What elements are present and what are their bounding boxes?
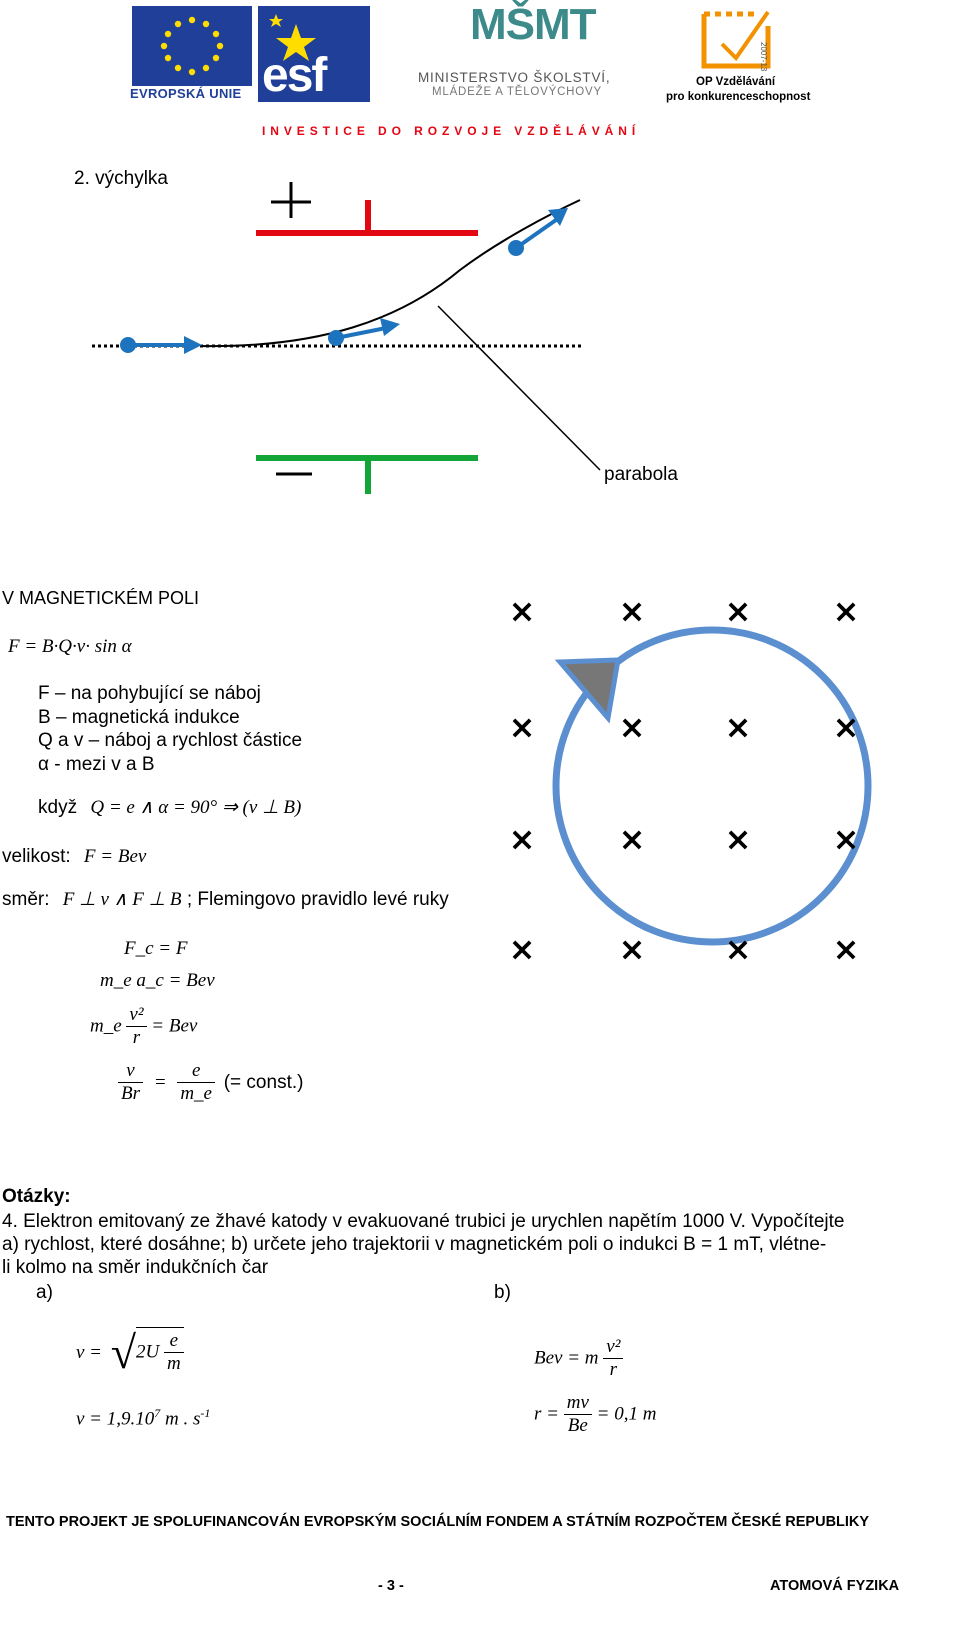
a-f1-rad: 2U xyxy=(136,1341,160,1363)
eq4-left-den: Br xyxy=(121,1083,140,1104)
b-f2-den: Be xyxy=(567,1415,588,1436)
eq4-right-fraction xyxy=(177,1060,215,1105)
electron-2 xyxy=(328,318,400,346)
lorentz-formula-text: F = B·Q·v· sin α xyxy=(8,636,132,657)
positive-plate xyxy=(256,200,478,236)
question-4-line: 4. Elektron emitovaný ze žhavé katody v evakuované trubici je urychlen napětím 1000 V. Vypočítejte xyxy=(2,1211,845,1232)
op-years: 2007-13 xyxy=(759,42,768,72)
a-f2-unit-exp: -1 xyxy=(200,1406,211,1420)
eq3-denominator: r xyxy=(132,1027,141,1048)
trajectory-arrowhead xyxy=(560,660,618,718)
b-f2-num: mv xyxy=(564,1392,592,1415)
op-line2: pro konkurenceschopnost xyxy=(666,91,811,103)
deflection-diagram xyxy=(80,170,700,510)
a-f1-lhs: v = xyxy=(76,1342,103,1363)
smer-label: směr: xyxy=(2,889,50,910)
definition-item: B – magnetická indukce xyxy=(38,706,240,728)
esf-logo xyxy=(258,6,370,102)
question-4-line: a) rychlost, které dosáhne; b) určete jeho trajektorii v magnetickém poli o indukci B = 1 mT, vlétne- xyxy=(2,1234,827,1255)
field-cross-icon: × xyxy=(724,820,752,858)
definition-item: F – na pohybující se náboj xyxy=(38,683,261,704)
velikost-line xyxy=(2,846,146,868)
answer-a-formula-2 xyxy=(76,1406,210,1430)
eq4-left-fraction xyxy=(118,1060,143,1105)
b-f1-num: v² xyxy=(603,1336,623,1359)
eq3-rhs: = Bev xyxy=(151,1015,198,1037)
equation-4 xyxy=(118,1060,303,1105)
deflection-heading: 2. výchylka xyxy=(74,168,168,189)
eq4-left-num: v xyxy=(118,1060,143,1083)
field-cross-icon: × xyxy=(508,820,536,858)
b-f2-lhs: r = xyxy=(534,1403,559,1425)
field-cross-icon: × xyxy=(618,708,646,746)
b-f1-den: r xyxy=(609,1359,618,1380)
msmt-mark: MŠMT xyxy=(470,0,596,49)
b-f1-lhs: Bev = m xyxy=(534,1347,599,1369)
parabola-label: parabola xyxy=(604,464,678,485)
question-4-line: li kolmo na směr indukčních čar xyxy=(2,1257,269,1278)
eq3-fraction xyxy=(126,1004,146,1049)
op-logo xyxy=(664,4,811,104)
field-cross-icon: × xyxy=(508,930,536,968)
field-cross-icon: × xyxy=(724,592,752,630)
smer-rule: ; Flemingovo pravidlo levé ruky xyxy=(186,889,449,910)
eq4-equals: = xyxy=(153,1071,167,1093)
velikost-label: velikost: xyxy=(2,846,71,867)
definition-item: Q a v – náboj a rychlost částice xyxy=(38,730,303,751)
field-cross-icon: × xyxy=(724,930,752,968)
eu-label: EVROPSKÁ UNIE xyxy=(130,86,242,101)
op-line1: OP Vzdělávání xyxy=(696,76,776,88)
eq3-coef: m_e xyxy=(90,1015,122,1037)
definitions-list xyxy=(38,682,302,776)
definition-item: α - mezi v a B xyxy=(38,753,155,775)
magnetic-field-diagram xyxy=(496,590,896,990)
field-cross-icon: × xyxy=(832,930,860,968)
field-cross-icon: × xyxy=(618,820,646,858)
field-cross-icon: × xyxy=(508,708,536,746)
kdyz-line xyxy=(38,796,301,819)
eq4-const: (= const.) xyxy=(223,1071,304,1093)
msmt-line1: MINISTERSTVO ŠKOLSTVÍ, xyxy=(418,70,611,85)
questions-heading: Otázky: xyxy=(2,1186,71,1207)
smer-line xyxy=(2,888,449,911)
esf-label: esf xyxy=(262,49,326,102)
footer-project: TENTO PROJEKT JE SPOLUFINANCOVÁN EVROPSKÝM SOCIÁLNÍM FONDEM A STÁTNÍM ROZPOČTEM ČESKÉ REPUBLIKY xyxy=(6,1514,870,1530)
velikost-formula: F = Bev xyxy=(83,846,147,867)
section-title: V MAGNETICKÉM POLI xyxy=(2,588,200,608)
answer-a-formula-1 xyxy=(76,1327,184,1378)
footer-subject: ATOMOVÁ FYZIKA xyxy=(770,1578,900,1594)
answer-b-formula-1 xyxy=(534,1336,623,1381)
eq3-numerator: v² xyxy=(126,1004,146,1027)
tagline: I N V E S T I C E D O R O Z V O J E V Z D Ě L Á V Á N Í xyxy=(262,124,636,138)
sqrt-symbol: √ xyxy=(110,1327,137,1378)
question-4 xyxy=(2,1210,844,1279)
plus-sign xyxy=(271,182,311,218)
smer-formula: F ⊥ v ∧ F ⊥ B xyxy=(62,889,182,910)
a-f2-exp: 7 xyxy=(154,1406,161,1420)
a-f2-unit: m . s xyxy=(160,1408,201,1430)
a-f1-num: e xyxy=(164,1330,184,1353)
equation-1: F_c = F xyxy=(124,938,188,959)
field-cross-icon: × xyxy=(832,592,860,630)
kdyz-word: když xyxy=(38,797,78,818)
kdyz-formula: Q = e ∧ α = 90° ⇒ (v ⊥ B) xyxy=(90,797,302,818)
field-cross-icon: × xyxy=(724,708,752,746)
footer-page-number: - 3 - xyxy=(378,1578,404,1594)
part-b-label: b) xyxy=(494,1282,511,1303)
field-cross-icon: × xyxy=(618,930,646,968)
field-cross-icon: × xyxy=(508,592,536,630)
electron-1 xyxy=(120,336,202,354)
equation-2: m_e a_c = Bev xyxy=(100,970,215,991)
a-f1-fraction xyxy=(164,1330,184,1375)
field-cross-icon: × xyxy=(832,820,860,858)
sqrt-content xyxy=(136,1327,184,1375)
eq4-right-den: m_e xyxy=(180,1083,212,1104)
b-f1-fraction xyxy=(603,1336,623,1381)
part-a-label: a) xyxy=(36,1282,53,1303)
a-f2-value: v = 1,9.10 xyxy=(76,1408,155,1430)
answer-b-formula-2 xyxy=(534,1392,656,1437)
msmt-line2: MLÁDEŽE A TĚLOVÝCHOVY xyxy=(432,86,602,98)
field-cross-icon: × xyxy=(832,708,860,746)
lorentz-formula xyxy=(8,636,132,658)
parabola-pointer-line xyxy=(438,306,600,470)
b-f2-fraction xyxy=(564,1392,592,1437)
a-f1-den: m xyxy=(167,1353,181,1374)
field-cross-icon: × xyxy=(618,592,646,630)
eq4-right-num: e xyxy=(177,1060,215,1083)
equation-3 xyxy=(90,1004,197,1049)
b-f2-rhs: = 0,1 m xyxy=(596,1403,657,1425)
msmt-logo xyxy=(418,0,628,104)
